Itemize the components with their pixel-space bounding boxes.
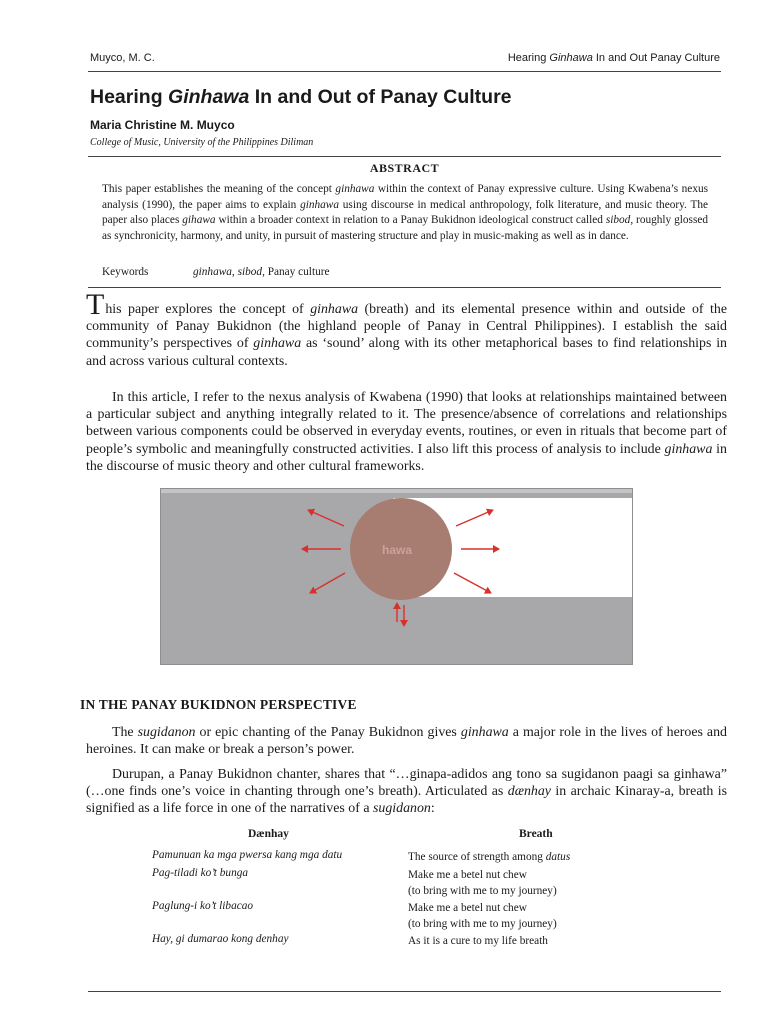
sugidanon-term-1: sugidanon [137,725,196,740]
intro-term-2: ginhawa [253,336,302,352]
verse-kinaray: Pamunuan ka mga pwersa kang mga datu [152,849,343,861]
footer-rule [88,991,721,992]
nexus-paragraph [86,389,727,475]
keywords-label: Keywords [102,266,149,278]
paper-title-post: In and Out of Panay Culture [249,86,512,108]
abstract-text-3: using discourse in medical anthropology, folk literature, and music theory. The paper also places [102,198,709,227]
intro-text-2: (breath) and its elemental presence within and outside of the community of Panay Bukidnon (the highland people of Panay in Central Philippines). I establish the said community’s perspectives of [86,302,727,352]
abstract-text-2: within the context of Panay expressive culture. Using Kwabena’s nexus analysis (1990), the paper aims to explain [102,183,709,211]
keyword-separator: , [231,266,238,278]
running-head-title-em: Ginhawa [549,52,593,64]
verse-english [408,900,557,932]
durupan-text-3: : [430,801,435,817]
sugidanon-text-1: The [112,725,138,740]
hawa-figure [160,488,633,665]
durupan-term-1: dænhay [507,784,551,800]
intro-paragraph [86,288,728,370]
keyword-2: sibod [237,266,263,278]
verse-english-line1: The source of strength among [408,851,546,863]
running-head-title-post: In and Out Panay Culture [592,52,720,64]
nexus-term-1: ginhawa [664,441,713,457]
abstract-text-4: within a broader context in relation to a Panay Bukidnon ideological construct called [215,214,606,227]
drop-cap: T [86,288,105,321]
verse-english-line1: As it is a cure to my life breath [408,935,548,947]
abstract-body [102,182,708,244]
section-heading: IN THE PANAY BUKIDNON PERSPECTIVE [80,697,357,712]
abstract-bottom-rule [88,287,721,288]
abstract-text-1: This paper establishes the meaning of the concept [102,183,336,195]
verse-english-em: datus [545,851,571,863]
durupan-paragraph [86,766,727,818]
author-name: Maria Christine M. Muyco [90,118,235,132]
verse-english-line2: (to bring with me to my journey) [408,918,557,930]
running-head-title-pre: Hearing [507,52,550,64]
running-head [90,52,720,68]
sugidanon-term-2: ginhawa [460,725,509,740]
durupan-term-2: sugidanon [372,801,431,817]
sugidanon-text-3: a major role in the lives of heroes and heroines. It can make or break a person’s power. [86,725,727,758]
arrow-lower-left [310,573,345,593]
verse-kinaray: Paglung-i ko’t libacao [152,900,254,912]
abstract-term-3: gihawa [182,214,216,227]
nexus-text-2: in the discourse of music theory and other cultural frameworks. [86,441,727,474]
nexus-text-1: In this article, I refer to the nexus analysis of Kwabena (1990) that looks at relationships maintained between a particular subject and anything integrally related to it. The presence/absence of correlations and relationships between various components could be observed in everyday events, routines, or even in rituals that become part of people’s symbolic and meaningfully constructed activities. I also lift this process of analysis to include [86,390,727,457]
verse-english [408,849,570,865]
verse-english [408,867,557,899]
author-affiliation: College of Music, University of the Philippines Diliman [90,137,314,148]
sugidanon-paragraph [86,724,727,758]
col-header-breath: Breath [519,828,553,840]
arrow-upper-left [308,510,344,526]
verse-kinaray: Hay, gi dumarao kong denhay [152,933,289,945]
verse-kinaray: Pag-tiladi ko’t bunga [152,867,249,879]
paper-title-em: Ginhawa [168,86,250,108]
intro-text-1: his paper explores the concept of [105,302,311,317]
paper-title [90,86,512,109]
verse-english [408,933,548,949]
hawa-diagram [161,489,632,664]
hawa-label: hawa [381,543,413,557]
verse-english-line2: (to bring with me to my journey) [408,885,557,897]
keyword-1: ginhawa [193,266,232,278]
abstract-heading: ABSTRACT [369,161,440,175]
durupan-text-1: Durupan, a Panay Bukidnon chanter, shares that “…ginapa-adidos ang tono sa sugidanon paagi sa ginhawa” (…one finds one’s voice in chanting through one’s breath). Articulated as [86,767,727,800]
durupan-text-2: in archaic Kinaray-a, breath is signified as a life force in one of the narratives of a [86,784,727,817]
paper-title-pre: Hearing [90,86,169,108]
running-head-title [508,52,720,64]
abstract-term-2: ginhawa [300,198,339,211]
abstract-term-4: sibod [605,214,631,227]
verse-english-line1: Make me a betel nut chew [408,902,527,914]
col-header-kinaray: Dænhay [248,828,289,840]
verse-english-line1: Make me a betel nut chew [408,869,527,881]
header-rule [88,71,721,72]
keywords-value [193,266,330,278]
abstract-term-1: ginhawa [335,183,375,195]
abstract-top-rule [88,156,721,157]
keyword-3: , Panay culture [262,266,330,278]
running-head-author: Muyco, M. C. [90,52,155,64]
figure-top-shade [161,489,632,493]
intro-text-3: as ‘sound’ along with its other metaphorical bases to find relationships in and across various cultural contexts. [86,336,728,369]
sugidanon-text-2: or epic chanting of the Panay Bukidnon gives [195,725,461,740]
abstract-text-5: , roughly glossed as synchronicity, harmony, and unity, in pursuit of mastering structure and play in music-making as well as in dance. [102,214,708,242]
intro-term-1: ginhawa [310,302,359,317]
